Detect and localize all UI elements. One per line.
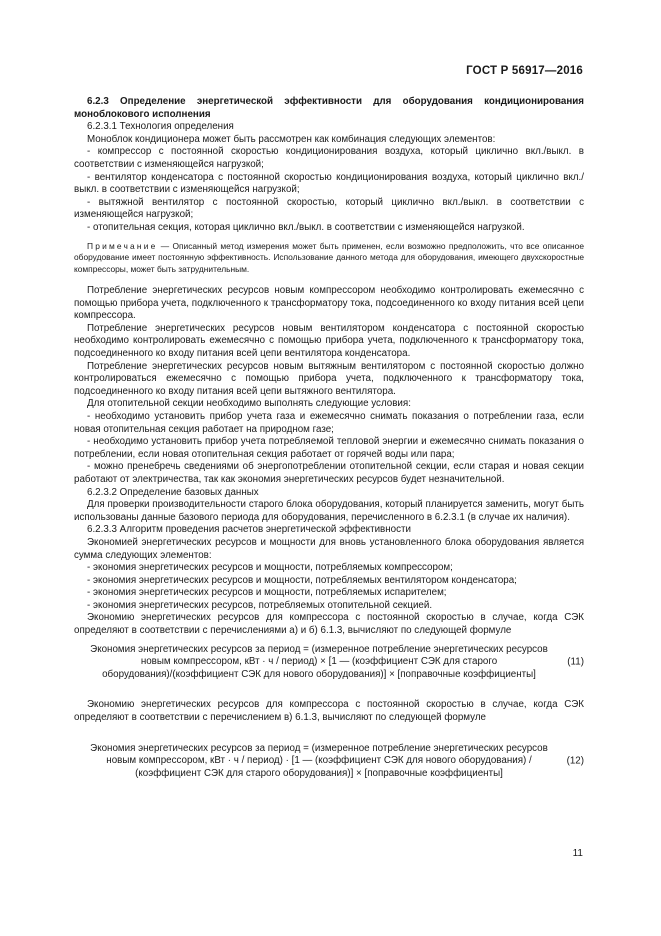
note-text: — Описанный метод измерения может быть применен, если возможно предположить, что все описанное оборудование имеет постоянную эффективность. Использование данного метода для оборудования, имеющего двухскоростные компрессоры, может быть затруднительным.: [74, 240, 584, 274]
list-item: - экономия энергетических ресурсов и мощности, потребляемых компрессором;: [87, 562, 453, 574]
section-title: 6.2.3 Определение энергетической эффективности для оборудования кондиционирования моноблокового исполнения: [74, 96, 584, 120]
paragraph: Для отопительной секции необходимо выполнять следующие условия:: [87, 398, 411, 410]
list-item: - экономия энергетических ресурсов и мощности, потребляемых испарителем;: [87, 587, 447, 599]
list-item: - можно пренебречь сведениями об энергопотреблении отопительной секции, если старая и новая секции работают от электричества, так как экономия энергетических ресурсов будет незначительной.: [74, 461, 584, 485]
formula-12-number: (12): [566, 755, 584, 767]
note: [74, 241, 584, 276]
page-number: 11: [572, 848, 583, 859]
list-item: - необходимо установить прибор учета газа и ежемесячно снимать показания о потреблении газа, если новая отопительная секция работает на природном газе;: [74, 410, 584, 435]
subsection-heading-1: 6.2.3.1 Технология определения: [87, 121, 234, 133]
paragraph: Потребление энергетических ресурсов новым вытяжным вентилятором с постоянной скоростью должно контролироваться ежемесячно с помощью прибора учета, подключенного к трансформатору тока, подсоединенного ко входу питания всей цепи вытяжного вентилятора.: [74, 360, 584, 397]
formula-12-text: Экономия энергетических ресурсов за период = (измеренное потребление энергетических ресурсов новым компрессором, кВт · ч / период) · [1 — (коэффициент СЭК для нового оборудования) / (коэффициент СЭК для старого оборудования)] × [поправочные коэффициенты]: [90, 742, 548, 779]
subsection-heading-3: 6.2.3.3 Алгоритм проведения расчетов энергетической эффективности: [87, 524, 411, 536]
paragraph: Экономию энергетических ресурсов для компрессора с постоянной скоростью в случае, когда СЭК определяют в соответствии с перечислением в) 6.1.3, вычисляют по следующей формуле: [74, 699, 584, 724]
list-item: - вытяжной вентилятор с постоянной скоростью, который циклично вкл./выкл. в соответствии с изменяющейся нагрузкой;: [74, 196, 584, 221]
paragraph: Для проверки производительности старого блока оборудования, который планируется заменить, могут быть использованы данные базового периода для оборудования, перечисленного в 6.2.3.1 (в случае их наличия).: [74, 499, 584, 523]
list-item: - отопительная секция, которая циклично вкл./выкл. в соответствии с изменяющейся нагрузкой.: [87, 221, 525, 233]
formula-11: [74, 644, 584, 682]
paragraph: Потребление энергетических ресурсов новым вентилятором конденсатора с постоянной скоростью необходимо контролировать ежемесячно с помощью прибора учета, подключенного к трансформатору тока, подсоединенного ко входу питания всей цепи вентилятора конденсатора.: [74, 322, 584, 359]
paragraph: Потребление энергетических ресурсов новым компрессором необходимо контролировать ежемесячно с помощью прибора учета, подключенного к трансформатору тока, подсоединенного ко входу питания всей цепи компрессора.: [74, 285, 584, 322]
formula-11-text: Экономия энергетических ресурсов за период = (измеренное потребление энергетических ресурсов новым компрессором, кВт · ч / период) × [1 — (коэффициент СЭК для старого оборудования)/(коэффициент СЭК для нового оборудования)] × [поправочные коэффициенты]: [90, 643, 548, 680]
list-item: - компрессор с постоянной скоростью кондиционирования воздуха, который циклично вкл./выкл. в соответствии с изменяющейся нагрузкой;: [74, 146, 584, 170]
document-body: [74, 96, 584, 784]
formula-12: [74, 743, 584, 781]
spacer: [74, 685, 584, 699]
list-item: - экономия энергетических ресурсов и мощности, потребляемых вентилятором конденсатора;: [87, 574, 517, 586]
paragraph: Экономию энергетических ресурсов для компрессора с постоянной скоростью в случае, когда СЭК определяют в соответствии с перечислениями а) и б) 6.1.3, вычисляют по следующей формуле: [74, 612, 584, 637]
list-item: - необходимо установить прибор учета потребляемой тепловой энергии и ежемесячно снимать показания о потреблении, если новая отопительная секция работает от горячей воды или пара;: [74, 436, 584, 460]
subsection-heading-2: 6.2.3.2 Определение базовых данных: [87, 486, 259, 498]
paragraph-intro: Экономией энергетических ресурсов и мощности для вновь установленного блока оборудования является сумма следующих элементов:: [74, 536, 584, 561]
formula-11-number: (11): [567, 656, 584, 668]
spacer: [74, 725, 584, 737]
list-item: - экономия энергетических ресурсов, потребляемых отопительной секцией.: [87, 599, 433, 611]
document-header: ГОСТ Р 56917—2016: [466, 65, 583, 77]
paragraph-intro: Моноблок кондиционера может быть рассмотрен как комбинация следующих элементов:: [87, 133, 496, 145]
note-label: Примечание: [87, 240, 158, 251]
list-item: - вентилятор конденсатора с постоянной скоростью кондиционирования воздуха, который циклично вкл./выкл. в соответствии с изменяющейся нагрузкой;: [74, 171, 584, 196]
